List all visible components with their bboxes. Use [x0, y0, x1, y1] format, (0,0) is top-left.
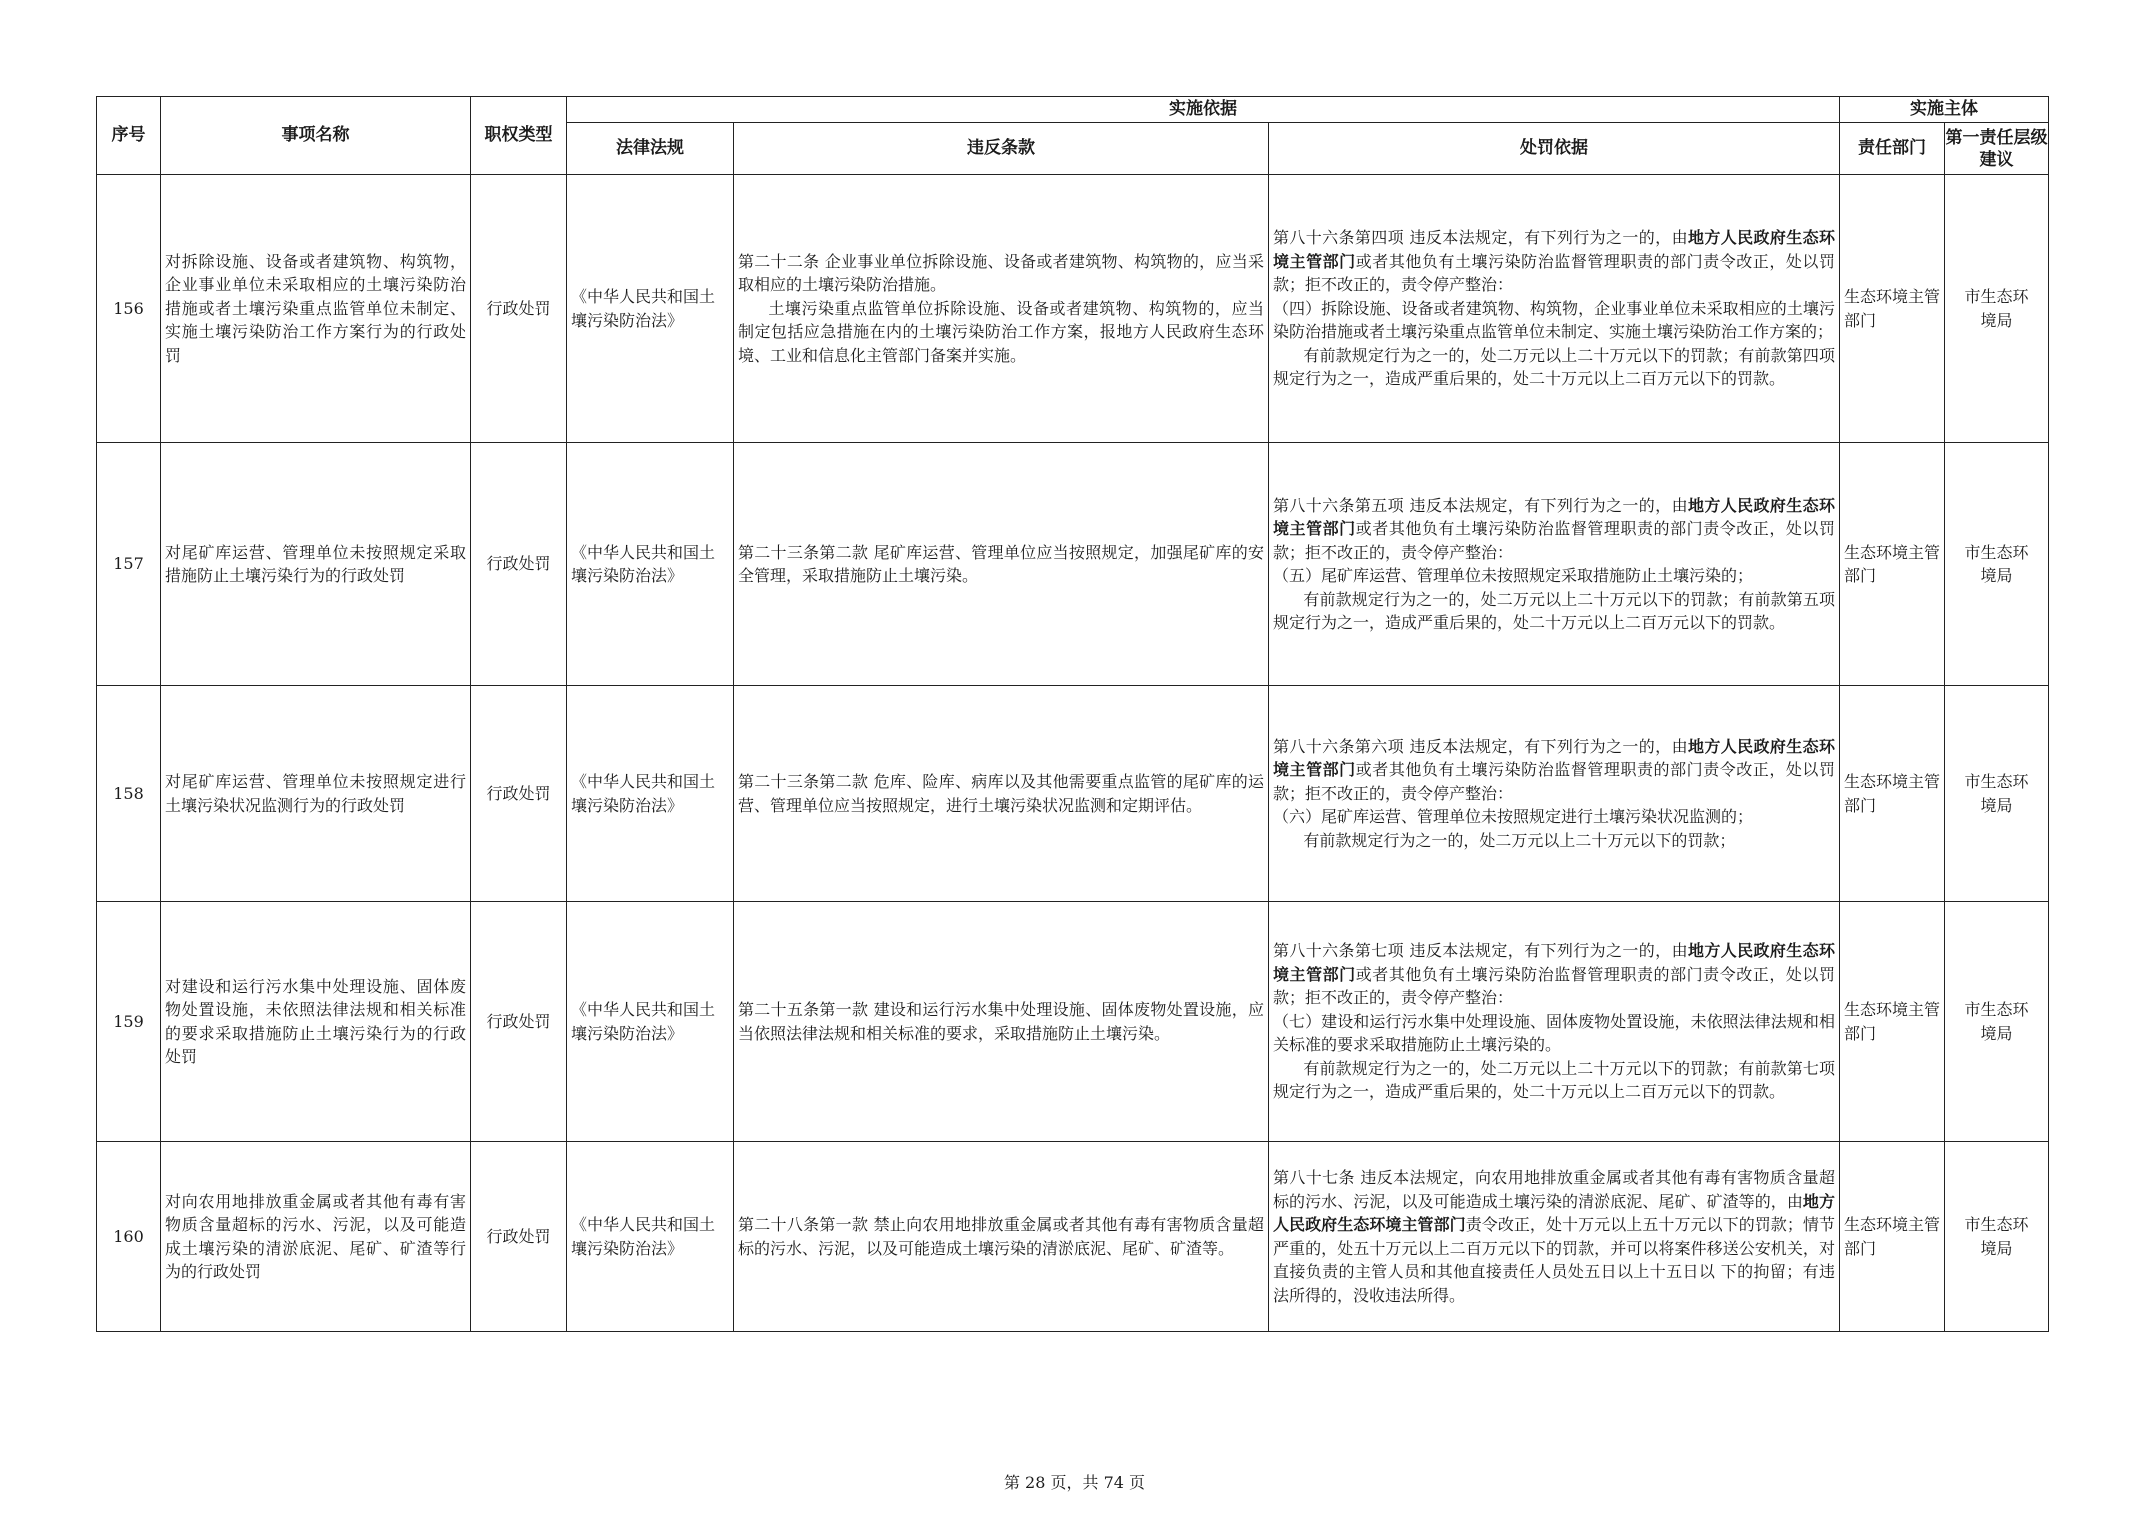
row-level: 市生态环境局 [1945, 175, 2049, 443]
row-penalty-basis [1269, 902, 1840, 1142]
penalty-fine: 有前款规定行为之一的，处二万元以上二十万元以下的罚款；有前款第五项规定行为之一，造成严重后果的，处二十万元以上二百万元以下的罚款。 [1273, 589, 1835, 632]
row-penalty-basis [1269, 686, 1840, 902]
penalty-item: （五）尾矿库运营、管理单位未按照规定采取措施防止土壤污染的； [1273, 566, 1754, 585]
penalty-intro: 第八十六条第七项 违反本法规定，有下列行为之一的，由 [1273, 941, 1688, 961]
table-row [97, 902, 2049, 1142]
penalty-fine: 有前款规定行为之一的，处二万元以上二十万元以下的罚款； [1303, 830, 1736, 850]
row-seq: 158 [97, 686, 161, 902]
col-group-subject: 实施主体 [1840, 97, 2049, 123]
clause-paragraph: 第二十二条 企业事业单位拆除设施、设备或者建筑物、构筑物的，应当采取相应的土壤污染防治措施。 [738, 251, 1264, 295]
col-header-penalty-basis: 处罚依据 [1269, 123, 1840, 175]
row-level: 市生态环境局 [1945, 1142, 2049, 1332]
row-item-name: 对向农用地排放重金属或者其他有毒有害物质含量超标的污水、污泥，以及可能造成土壤污染的清淤底泥、尾矿、矿渣等行为的行政处罚 [161, 1142, 471, 1332]
row-penalty-basis [1269, 443, 1840, 686]
penalty-authority: 地方人民政府生态环境主管部门 [1273, 941, 1835, 984]
row-violated-clause [734, 443, 1269, 686]
row-law: 《中华人民共和国土壤污染防治法》 [567, 1142, 734, 1332]
row-item-name: 对尾矿库运营、管理单位未按照规定进行土壤污染状况监测行为的行政处罚 [161, 686, 471, 902]
row-authority-type: 行政处罚 [471, 902, 567, 1142]
penalty-authority: 地方人民政府生态环境主管部门 [1273, 736, 1835, 780]
penalty-intro: 第八十六条第六项 违反本法规定，有下列行为之一的，由 [1273, 736, 1688, 756]
row-item-name: 对建设和运行污水集中处理设施、固体废物处置设施，未依照法律法规和相关标准的要求采取措施防止土壤污染行为的行政处罚 [161, 902, 471, 1142]
row-penalty-basis [1269, 175, 1840, 443]
clause-paragraph: 第二十五条第一款 建设和运行污水集中处理设施、固体废物处置设施，应当依照法律法规和相关标准的要求，采取措施防止土壤污染。 [738, 1000, 1264, 1043]
row-dept: 生态环境主管部门 [1840, 443, 1945, 686]
table-row [97, 443, 2049, 686]
penalty-fine: 有前款规定行为之一的，处二万元以上二十万元以下的罚款；有前款第七项规定行为之一，造成严重后果的，处二十万元以上二百万元以下的罚款。 [1273, 1058, 1835, 1102]
row-seq: 160 [97, 1142, 161, 1332]
penalty-intro-rest: 责令改正，处十万元以上五十万元以下的罚款；情节严重的，处五十万元以上二百万元以下的罚款，并可以将案件移送公安机关，对直接负责的主管人员和其他直接责任人员处五日以上十五日以 下的拘留；有违法所得的，没收违法所得。 [1273, 1215, 1835, 1305]
row-dept: 生态环境主管部门 [1840, 1142, 1945, 1332]
row-item-name: 对尾矿库运营、管理单位未按照规定采取措施防止土壤污染行为的行政处罚 [161, 443, 471, 686]
penalty-intro-rest: 或者其他负有土壤污染防治监督管理职责的部门责令改正，处以罚款；拒不改正的，责令停产整治： [1273, 519, 1835, 562]
table-row [97, 175, 2049, 443]
penalty-item: （六）尾矿库运营、管理单位未按照规定进行土壤污染状况监测的； [1273, 807, 1754, 827]
row-dept: 生态环境主管部门 [1840, 902, 1945, 1142]
penalty-intro-rest: 或者其他负有土壤污染防治监督管理职责的部门责令改正，处以罚款；拒不改正的，责令停产整治： [1273, 760, 1835, 803]
penalty-authority: 地方人民政府生态环境主管部门 [1273, 228, 1835, 271]
col-header-seq: 序号 [97, 97, 161, 175]
clause-paragraph: 第二十三条第二款 尾矿库运营、管理单位应当按照规定，加强尾矿库的安全管理，采取措施防止土壤污染。 [738, 542, 1264, 585]
col-header-violated-clause: 违反条款 [734, 123, 1269, 175]
row-violated-clause [734, 902, 1269, 1142]
row-authority-type: 行政处罚 [471, 1142, 567, 1332]
penalty-intro: 第八十七条 违反本法规定，向农用地排放重金属或者其他有毒有害物质含量超标的污水、污泥，以及可能造成土壤污染的清淤底泥、尾矿、矿渣等的，由 [1273, 1168, 1835, 1211]
table-row [97, 1142, 2049, 1332]
col-header-dept: 责任部门 [1840, 123, 1945, 175]
table-row [97, 686, 2049, 902]
col-header-law: 法律法规 [567, 123, 734, 175]
row-level: 市生态环境局 [1945, 443, 2049, 686]
col-header-authority-type: 职权类型 [471, 97, 567, 175]
clause-paragraph: 土壤污染重点监管单位拆除设施、设备或者建筑物、构筑物的，应当制定包括应急措施在内的土壤污染防治工作方案，报地方人民政府生态环境、工业和信息化主管部门备案并实施。 [738, 298, 1264, 365]
penalty-authority: 地方人民政府生态环境主管部门 [1273, 495, 1835, 538]
penalty-intro-rest: 或者其他负有土壤污染防治监督管理职责的部门责令改正，处以罚款；拒不改正的，责令停产整治： [1273, 251, 1835, 295]
row-authority-type: 行政处罚 [471, 175, 567, 443]
penalty-item: （四）拆除设施、设备或者建筑物、构筑物，企业事业单位未采取相应的土壤污染防治措施或者土壤污染重点监管单位未制定、实施土壤污染防治工作方案的； [1273, 298, 1835, 342]
row-law: 《中华人民共和国土壤污染防治法》 [567, 443, 734, 686]
row-level: 市生态环境局 [1945, 902, 2049, 1142]
row-seq: 157 [97, 443, 161, 686]
row-dept: 生态环境主管部门 [1840, 175, 1945, 443]
row-violated-clause [734, 1142, 1269, 1332]
col-header-item-name: 事项名称 [161, 97, 471, 175]
row-violated-clause [734, 686, 1269, 902]
enforcement-table [96, 96, 2049, 1332]
row-violated-clause [734, 175, 1269, 443]
penalty-intro: 第八十六条第五项 违反本法规定，有下列行为之一的，由 [1273, 495, 1688, 515]
penalty-authority: 地方人民政府生态环境主管部门 [1273, 1191, 1835, 1234]
row-level: 市生态环境局 [1945, 686, 2049, 902]
page-footer: 第 28 页，共 74 页 [1003, 1473, 1146, 1492]
row-dept: 生态环境主管部门 [1840, 686, 1945, 902]
clause-paragraph: 第二十八条第一款 禁止向农用地排放重金属或者其他有毒有害物质含量超标的污水、污泥，以及可能造成土壤污染的清淤底泥、尾矿、矿渣等。 [738, 1215, 1264, 1258]
penalty-fine: 有前款规定行为之一的，处二万元以上二十万元以下的罚款；有前款第四项规定行为之一，造成严重后果的，处二十万元以上二百万元以下的罚款。 [1273, 345, 1835, 389]
row-law: 《中华人民共和国土壤污染防治法》 [567, 902, 734, 1142]
col-header-level: 第一责任层级建议 [1945, 123, 2049, 175]
penalty-item: （七）建设和运行污水集中处理设施、固体废物处置设施，未依照法律法规和相关标准的要求采取措施防止土壤污染的。 [1273, 1011, 1835, 1055]
penalty-intro-rest: 或者其他负有土壤污染防治监督管理职责的部门责令改正，处以罚款；拒不改正的，责令停产整治： [1273, 964, 1835, 1008]
row-law: 《中华人民共和国土壤污染防治法》 [567, 175, 734, 443]
header-row-1 [97, 97, 2049, 123]
clause-paragraph: 第二十三条第二款 危库、险库、病库以及其他需要重点监管的尾矿库的运营、管理单位应当按照规定，进行土壤污染状况监测和定期评估。 [738, 772, 1264, 815]
row-law: 《中华人民共和国土壤污染防治法》 [567, 686, 734, 902]
col-group-basis: 实施依据 [567, 97, 1840, 123]
row-authority-type: 行政处罚 [471, 686, 567, 902]
penalty-intro: 第八十六条第四项 违反本法规定，有下列行为之一的，由 [1273, 228, 1688, 248]
row-authority-type: 行政处罚 [471, 443, 567, 686]
row-seq: 156 [97, 175, 161, 443]
row-penalty-basis [1269, 1142, 1840, 1332]
row-seq: 159 [97, 902, 161, 1142]
row-item-name: 对拆除设施、设备或者建筑物、构筑物，企业事业单位未采取相应的土壤污染防治措施或者土壤污染重点监管单位未制定、实施土壤污染防治工作方案行为的行政处罚 [161, 175, 471, 443]
